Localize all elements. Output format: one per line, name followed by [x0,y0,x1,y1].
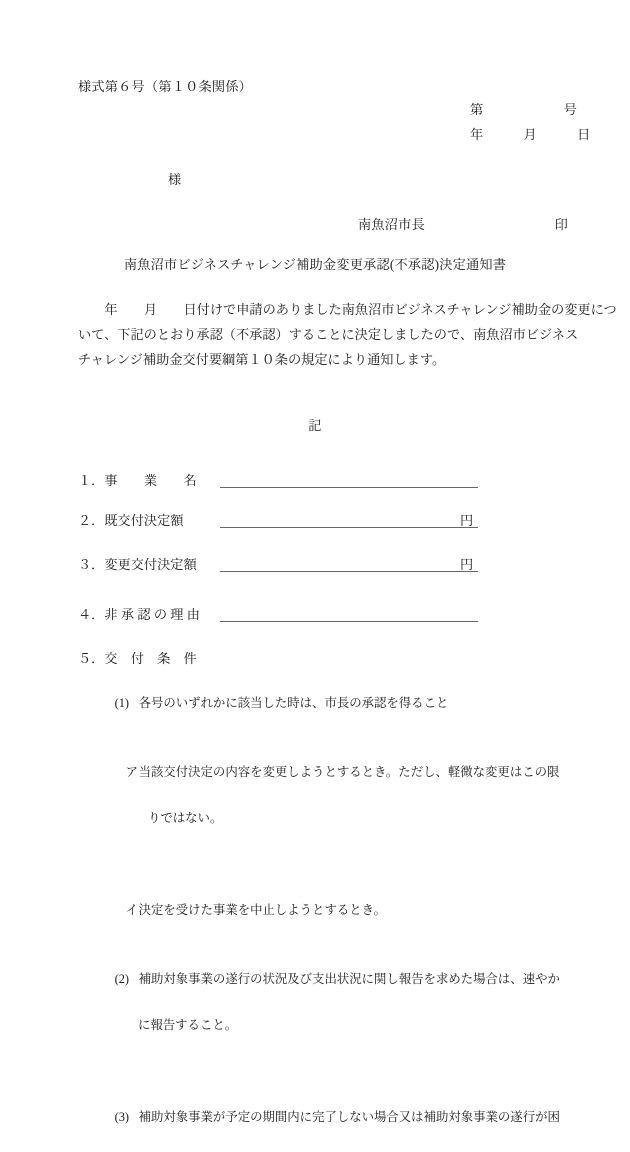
clause-text: 補助対象事業の遂行の状況及び支出状況に関し報告を求めた場合は、速やか [138,972,560,986]
conditions-list [78,669,588,1152]
clause-text: 各号のいずれかに該当した時は、市長の承認を得ること [138,696,449,710]
clause-number: (1) [114,696,130,710]
issuer-name: 南魚沼市長 [358,217,425,232]
ki-marker: 記 [308,418,322,433]
entry-label: ４．非 承 認 の 理 由 [78,607,200,622]
issuer-line [358,218,568,231]
seal-mark: 印 [554,217,568,232]
entry-label: １．事 業 名 [78,473,197,488]
clause-item [78,876,588,945]
clause-item [78,669,588,738]
entry-label: ２．既交付決定額 [78,513,184,528]
body-line: 年 月 日付けで申請のありました南魚沼市ビジネスチャレンジ補助金の変更につ [78,302,617,317]
body-line: チャレンジ補助金交付要綱第１０条の規定により通知します。 [78,352,446,367]
form-number: 様式第６号（第１０条関係） [78,79,253,94]
clause-number: (3) [114,1110,130,1124]
entry-existing-grant-amount [78,510,474,530]
clause-continuation: に報告すること。 [138,1018,238,1032]
clause-number: (2) [114,972,130,986]
entry-grant-conditions [78,648,197,668]
page-title: 南魚沼市ビジネスチャレンジ補助金変更承認(不承認)決定通知書 [123,257,507,272]
entry-revised-grant-amount [78,554,474,574]
clause-item [78,945,588,1083]
clause-item [78,738,588,876]
addressee-honorific: 様 [168,172,182,187]
entry-label: ３．変更交付決定額 [78,557,197,572]
entry-fill-rule [220,487,478,488]
entry-business-name [78,470,197,490]
entry-disapproval-reason [78,604,200,624]
clause-continuation: りではない。 [148,811,223,825]
body-paragraph [78,297,617,372]
entry-fill-rule [220,621,478,622]
body-line: いて、下記のとおり承認（不承認）することに決定しましたので、南魚沼市ビジネス [78,327,579,342]
entry-unit: 円 [460,513,474,528]
document-date-field: 年 月 日 [470,127,591,142]
clause-text: 決定を受けた事業を中止しようとするとき。 [138,903,386,917]
clause-text: 当該交付決定の内容を変更しようとするとき。ただし、軽微な変更はこの限 [138,765,560,779]
document-number-field: 第 号 [470,102,578,117]
clause-number: ア [125,765,138,779]
clause-text: 補助対象事業が予定の期間内に完了しない場合又は補助対象事業の遂行が困 [138,1110,560,1124]
clause-number: イ [125,903,138,917]
entry-label: ５．交 付 条 件 [78,651,197,666]
entry-fill-rule [220,571,478,572]
entry-fill-rule [220,527,478,528]
entry-unit: 円 [460,557,474,572]
clause-item [78,1083,588,1152]
